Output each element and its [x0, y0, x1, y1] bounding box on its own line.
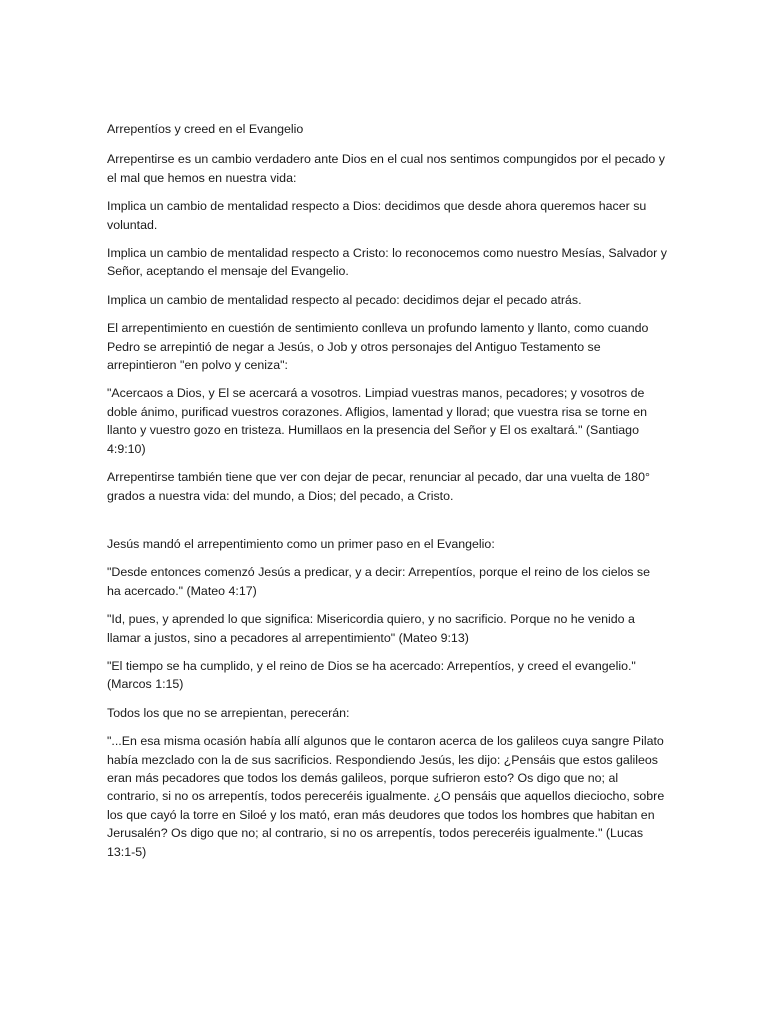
- paragraph-turning: Arrepentirse también tiene que ver con dejar de pecar, renunciar al pecado, dar una vuelta de 180° grados a nuestra vida: del mundo, a Dios; del pecado, a Cristo.: [107, 470, 650, 503]
- paragraph-change-sin: Implica un cambio de mentalidad respecto al pecado: decidimos dejar el pecado atrás.: [107, 292, 582, 307]
- paragraph-jesus-commanded: Jesús mandó el arrepentimiento como un primer paso en el Evangelio:: [107, 536, 495, 551]
- quote-mateo-4-17: "Desde entonces comenzó Jesús a predicar, y a decir: Arrepentíos, porque el reino de los cielos se ha acercado." (Mateo 4:17): [107, 565, 651, 598]
- quote-santiago: "Acercaos a Dios, y El se acercará a vosotros. Limpiad vuestras manos, pecadores; y vosotros de doble ánimo, purificad vuestros corazones. Afligios, lamentad y llorad; que vuestra risa se torne en llanto y vuestro gozo en tristeza. Humillaos en la presencia del Señor y El os exaltará." (Santiago 4:9:10): [107, 386, 647, 456]
- paragraph-feeling: El arrepentimiento en cuestión de sentimiento conlleva un profundo lamento y llanto, como cuando Pedro se arrepintió de negar a Jesús, o Job y otros personajes del Antiguo Testamento se arrepintieron "en polvo y ceniza":: [107, 321, 649, 373]
- quote-mateo-9-13: "Id, pues, y aprended lo que significa: Misericordia quiero, y no sacrificio. Porque no he venido a llamar a justos, sino a pecadores al arrepentimiento" (Mateo 9:13): [107, 612, 635, 645]
- quote-lucas-13: "...En esa misma ocasión había allí algunos que le contaron acerca de los galileos cuya sangre Pilato había mezclado con la de sus sacrificios. Respondiendo Jesús, les dijo: ¿Pensáis que estos galileos eran más pecadores que todos los demás galileos, porque sufrieron esto? Os digo que no; al contrario, si no os arrepentís, todos pereceréis igualmente. ¿O pensáis que aquellos dieciocho, sobre los que cayó la torre en Siloé y los mató, eran más deudores que todos los hombres que habitan en Jerusalén? Os digo que no; al contrario, si no os arrepentís, todos pereceréis igualmente." (Lucas 13:1-5): [107, 734, 665, 859]
- document-body: [107, 120, 667, 871]
- quote-marcos-1-15: "El tiempo se ha cumplido, y el reino de Dios se ha acercado: Arrepentíos, y creed el evangelio." (Marcos 1:15): [107, 658, 636, 692]
- document-title: Arrepentíos y creed en el Evangelio: [107, 122, 304, 136]
- paragraph-perish: Todos los que no se arrepientan, perecerán:: [107, 705, 350, 720]
- paragraph-change-christ: Implica un cambio de mentalidad respecto a Cristo: lo reconocemos como nuestro Mesías, Salvador y Señor, aceptando el mensaje del Evangelio.: [107, 246, 667, 279]
- paragraph-definition: Arrepentirse es un cambio verdadero ante Dios en el cual nos sentimos compungidos por el pecado y el mal que hemos en nuestra vida:: [107, 152, 665, 185]
- paragraph-change-god: Implica un cambio de mentalidad respecto a Dios: decidimos que desde ahora queremos hacer su voluntad.: [107, 199, 647, 232]
